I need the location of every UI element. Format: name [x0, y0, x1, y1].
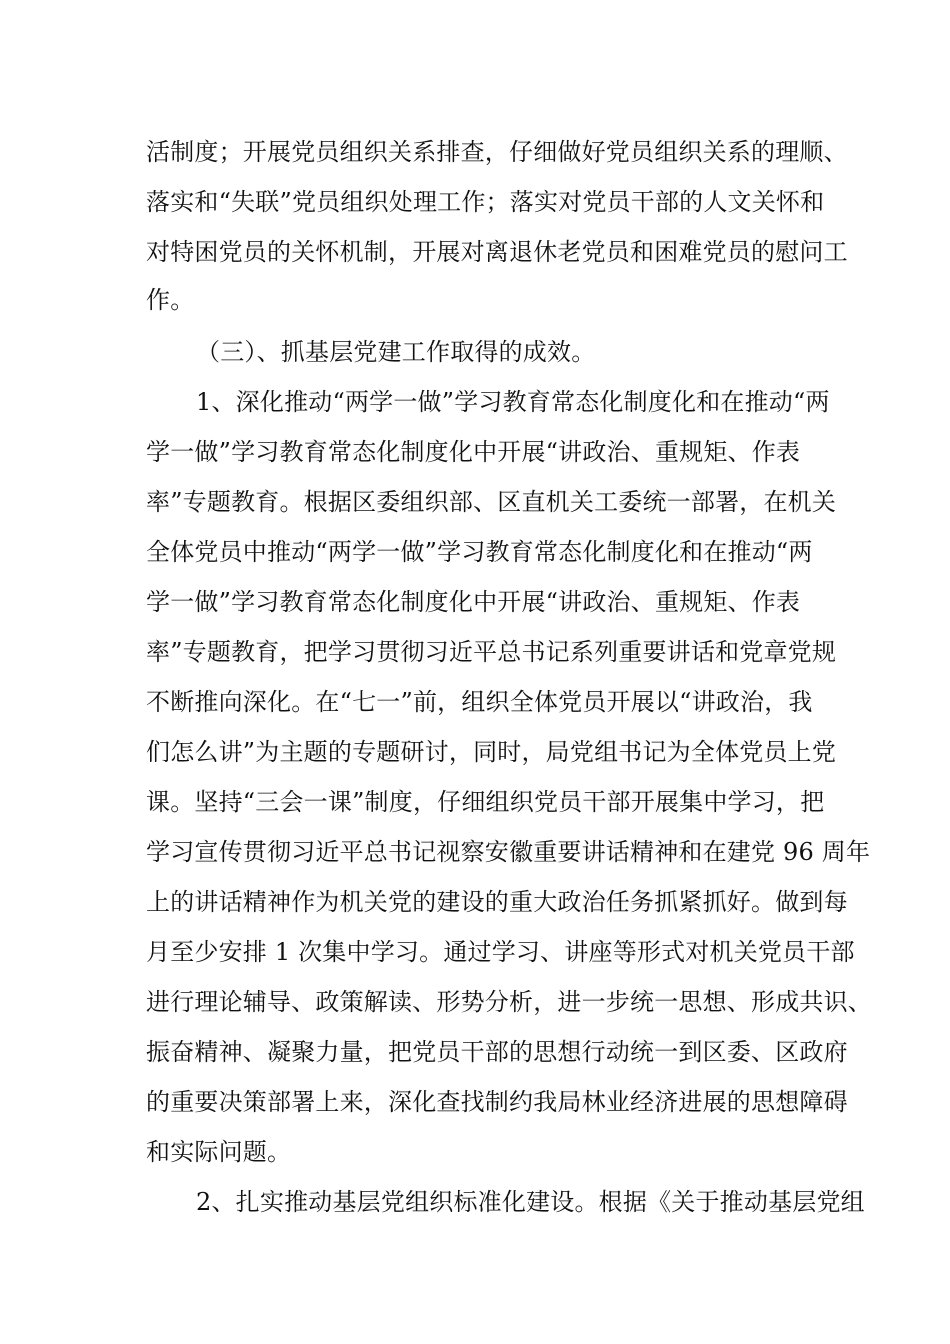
paragraph-start: 1、深化推动“两学一做”学习教育常态化制度化和在推动“两 — [196, 388, 830, 416]
text-line: 作。 — [146, 286, 195, 314]
text-line: 和实际问题。 — [146, 1138, 292, 1166]
text-line: 对特困党员的关怀机制，开展对离退休老党员和困难党员的慰问工 — [146, 238, 848, 266]
text-line: 们怎么讲”为主题的专题研讨，同时，局党组书记为全体党员上党 — [146, 738, 837, 766]
text-line: 学习宣传贯彻习近平总书记视察安徽重要讲话精神和在建党 96 周年 — [146, 838, 871, 866]
text-line: 率”专题教育。根据区委组织部、区直机关工委统一部署，在机关 — [146, 488, 837, 516]
paragraph-start: 2、扎实推动基层党组织标准化建设。根据《关于推动基层党组 — [196, 1188, 865, 1216]
text-line: 上的讲话精神作为机关党的建设的重大政治任务抓紧抓好。做到每 — [146, 888, 848, 916]
section-heading: （三）、抓基层党建工作取得的成效。 — [196, 338, 596, 366]
text-line: 学一做”学习教育常态化制度化中开展“讲政治、重规矩、作表 — [146, 438, 801, 466]
text-line: 的重要决策部署上来，深化查找制约我局林业经济进展的思想障碍 — [146, 1088, 848, 1116]
text-line: 月至少安排 1 次集中学习。通过学习、讲座等形式对机关党员干部 — [146, 938, 855, 966]
text-line: 活制度；开展党员组织关系排查，仔细做好党员组织关系的理顺、 — [146, 138, 848, 166]
text-line: 全体党员中推动“两学一做”学习教育常态化制度化和在推动“两 — [146, 538, 813, 566]
text-line: 学一做”学习教育常态化制度化中开展“讲政治、重规矩、作表 — [146, 588, 801, 616]
text-line: 不断推向深化。在“七一”前，组织全体党员开展以“讲政治，我 — [146, 688, 813, 716]
text-line: 课。坚持“三会一课”制度，仔细组织党员干部开展集中学习，把 — [146, 788, 825, 816]
text-line: 率”专题教育，把学习贯彻习近平总书记系列重要讲话和党章党规 — [146, 638, 837, 666]
text-line: 落实和“失联”党员组织处理工作；落实对党员干部的人文关怀和 — [146, 188, 825, 216]
text-line: 振奋精神、凝聚力量，把党员干部的思想行动统一到区委、区政府 — [146, 1038, 848, 1066]
text-line: 进行理论辅导、政策解读、形势分析，进一步统一思想、形成共识、 — [146, 988, 872, 1016]
